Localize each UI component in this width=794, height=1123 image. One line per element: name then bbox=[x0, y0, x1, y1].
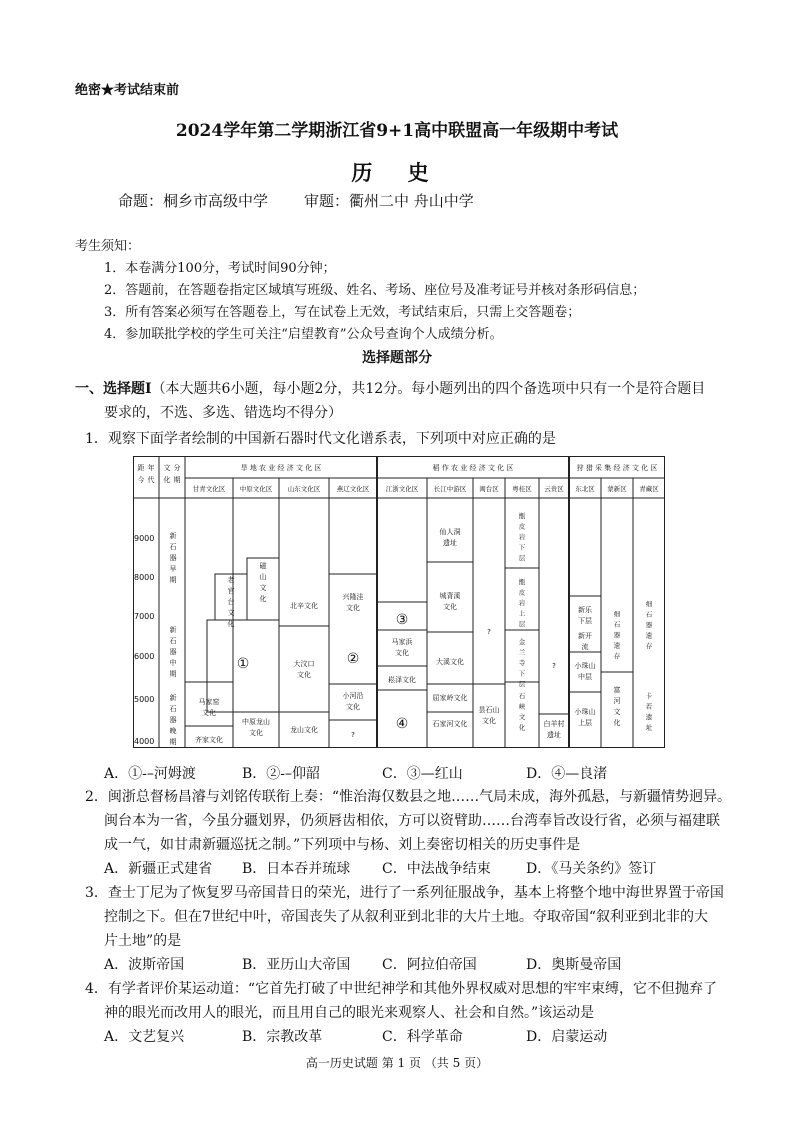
option-d[interactable]: D．④—良渚 bbox=[526, 766, 608, 782]
notice-item: 2．答题前，在答题卷指定区域填写班级、姓名、考场、座位号及准考证号并核对条形码信息； bbox=[104, 283, 646, 298]
year-tick: 9000 bbox=[134, 534, 155, 543]
culture-label: 白羊村遗址 bbox=[543, 720, 565, 739]
chart-label: 石家河文化 bbox=[432, 720, 468, 728]
chart-label: 屈家岭文化 bbox=[432, 694, 468, 702]
option-d[interactable]: D．启蒙运动 bbox=[526, 1029, 608, 1045]
question-4-stem: 神的眼光而改用人的眼光，而且用自己的眼光来观察人、社会和自然。”该运动是 bbox=[104, 1005, 595, 1021]
header-period: 分期 bbox=[173, 464, 181, 484]
culture-label: 细石器遗存 bbox=[613, 610, 621, 660]
region-header: 山东文化区 bbox=[287, 485, 321, 493]
chart-label: 大溪文化 bbox=[436, 658, 464, 666]
zone-header-hunting: 狩 猎 采 集 经 济 文 化 区 bbox=[576, 464, 658, 472]
option-a[interactable]: A．文艺复兴 bbox=[104, 1029, 185, 1045]
option-b[interactable]: B．②-–仰韶 bbox=[242, 766, 321, 782]
question-3-stem: 控制之下。但在7世纪中叶，帝国丧失了从叙利亚到北非的大片土地。夺取帝国“叙利亚到北非的大 bbox=[104, 909, 709, 925]
question-2-stem: 2．闽浙总督杨昌濬与刘铭传联衔上奏：“惟治海仅数县之地……气局未成，海外孤悬，与新疆情势迥异。 bbox=[85, 789, 732, 805]
culture-label: 老官台文化 bbox=[227, 576, 235, 628]
option-c[interactable]: C．科学革命 bbox=[382, 1029, 463, 1045]
culture-marker-1: ① bbox=[236, 656, 250, 672]
part-title: 选择题部分 bbox=[362, 350, 432, 366]
culture-label: 马家窑文化 bbox=[198, 698, 220, 717]
period-early: 新石器早期 bbox=[169, 532, 177, 584]
section-desc-2: 要求的，不选、多选、错选均不得分） bbox=[104, 405, 342, 421]
subject-title: 历 史 bbox=[351, 160, 443, 185]
option-c[interactable]: C．阿拉伯帝国 bbox=[382, 957, 477, 973]
option-b[interactable]: B．日本吞并琉球 bbox=[242, 861, 351, 877]
option-a[interactable]: A．①-–河姆渡 bbox=[104, 766, 196, 782]
period-late: 新石器晚期 bbox=[169, 694, 177, 746]
header-distance: 距今 bbox=[137, 464, 145, 484]
region-header: 长江中游区 bbox=[433, 485, 467, 493]
option-b[interactable]: B．宗教改革 bbox=[242, 1029, 323, 1045]
question-1-options bbox=[104, 763, 607, 783]
question-2-options bbox=[104, 858, 656, 878]
region-header: 甘青文化区 bbox=[192, 485, 226, 493]
year-tick: 7000 bbox=[134, 612, 155, 621]
culture-label: 石峡文化 bbox=[518, 692, 526, 732]
culture-label: 细石器遗存 bbox=[645, 600, 653, 650]
region-header: 粤桂区 bbox=[512, 485, 532, 493]
question-4-stem: 4．有学者评价某运动道：“它首先打破了中世纪神学和其他外界权威对思想的牢牢束缚，它不但抛弃了 bbox=[85, 981, 718, 997]
question-3-stem: 3．查士丁尼为了恢复罗马帝国昔日的荣光，进行了一系列征服战争，基本上将整个地中海世界置于帝国 bbox=[85, 885, 724, 901]
section-desc: （本大题共6小题，每小题2分，共12分。每小题列出的四个备选项中只有一个是符合题目 bbox=[151, 381, 706, 397]
question-3-options bbox=[104, 954, 621, 974]
culture-label: 小珠山中层 bbox=[574, 662, 596, 681]
option-a[interactable]: A．波斯帝国 bbox=[104, 957, 185, 973]
culture-label: 富河文化 bbox=[613, 686, 621, 727]
culture-label: 大汶口文化 bbox=[293, 660, 315, 679]
region-header: 燕辽文化区 bbox=[336, 485, 370, 493]
section-header bbox=[75, 378, 705, 398]
question-2-stem: 成一气，如甘肃新疆巡抚之制。”下列项中与杨、刘上奏密切相关的历史事件是 bbox=[104, 837, 581, 853]
culture-label: 新乐下层 bbox=[578, 606, 592, 625]
culture-label: 金兰寺下层 bbox=[518, 638, 526, 688]
region-header: 江浙文化区 bbox=[385, 485, 419, 493]
notice-item: 4．参加联批学校的学生可关注“启望教育”公众号查询个人成绩分析。 bbox=[104, 327, 503, 342]
header-period: 文化 bbox=[163, 464, 171, 484]
year-tick: 4000 bbox=[134, 737, 155, 746]
culture-label: 新开流 bbox=[578, 632, 592, 651]
chart-label: ? bbox=[487, 628, 491, 636]
culture-chart bbox=[133, 456, 665, 748]
culture-label: 城背溪文化 bbox=[439, 592, 461, 611]
zone-header-rice: 稻 作 农 业 经 济 文 化 区 bbox=[432, 464, 514, 472]
question-3-stem: 片土地”的是 bbox=[104, 933, 182, 949]
region-header: 闽台区 bbox=[479, 485, 499, 493]
culture-label: 兴隆洼文化 bbox=[342, 593, 364, 612]
culture-marker-3: ③ bbox=[395, 612, 409, 628]
culture-marker-4: ④ bbox=[395, 716, 409, 732]
chart-label: 北辛文化 bbox=[290, 602, 318, 610]
year-tick: 5000 bbox=[134, 695, 155, 704]
region-header: 东北区 bbox=[575, 485, 595, 493]
region-header: 青藏区 bbox=[639, 485, 659, 493]
chart-label: ? bbox=[351, 731, 355, 739]
authors-line bbox=[118, 190, 510, 211]
notice-item: 3．所有答案必须写在答题卷上，写在试卷上无效，考试结束后，只需上交答题卷； bbox=[104, 305, 581, 320]
culture-label: 马家浜文化 bbox=[391, 638, 413, 657]
option-c[interactable]: C．③—红山 bbox=[382, 766, 463, 782]
chart-label: 龙山文化 bbox=[290, 726, 318, 734]
chart-label: 齐家文化 bbox=[195, 736, 223, 744]
question-2-stem: 闽台本为一省，今虽分疆划界，仍须唇齿相依，方可以资臂助……台湾奉旨改设行省，必须与福建联 bbox=[104, 813, 720, 829]
culture-label: 昙石山文化 bbox=[478, 706, 500, 725]
chart-label: ? bbox=[552, 662, 556, 670]
culture-label: 卡若遗址 bbox=[645, 692, 653, 732]
region-header: 云贵区 bbox=[544, 485, 564, 493]
region-header: 蒙新区 bbox=[607, 485, 627, 493]
question-1-stem: 1．观察下面学者绘制的中国新石器时代文化谱系表，下列项中对应正确的是 bbox=[85, 431, 556, 447]
culture-label: 磁山文化 bbox=[259, 562, 267, 603]
notice-heading: 考生须知： bbox=[75, 239, 141, 254]
option-d[interactable]: D．《马关条约》签订 bbox=[526, 861, 657, 877]
exam-title: 2024学年第二学期浙江省9+1高中联盟高一年级期中考试 bbox=[175, 121, 619, 141]
notice-item: 1．本卷满分100分，考试时间90分钟； bbox=[104, 261, 336, 276]
culture-label: 小珠山上层 bbox=[574, 708, 596, 727]
page-footer: 高一历史试题 第 1 页 （共 5 页） bbox=[305, 1056, 489, 1070]
culture-label: 仙人洞遗址 bbox=[439, 528, 461, 547]
culture-label: 小河沿文化 bbox=[342, 692, 364, 711]
question-4-options bbox=[104, 1026, 607, 1046]
period-middle: 新石器中期 bbox=[169, 626, 177, 678]
option-a[interactable]: A．新疆正式建省 bbox=[104, 861, 213, 877]
option-d[interactable]: D．奥斯曼帝国 bbox=[526, 957, 622, 973]
culture-marker-2: ② bbox=[346, 651, 360, 667]
reviewer: 审题：衢州二中 舟山中学 bbox=[304, 192, 474, 210]
culture-label: 甑皮岩上层 bbox=[518, 578, 526, 628]
author: 命题：桐乡市高级中学 bbox=[118, 192, 269, 210]
culture-label: 中原龙山文化 bbox=[242, 718, 270, 737]
culture-label: 甑皮岩下层 bbox=[518, 512, 526, 562]
option-b[interactable]: B．亚历山大帝国 bbox=[242, 957, 351, 973]
year-tick: 8000 bbox=[134, 573, 155, 582]
option-c[interactable]: C．中法战争结束 bbox=[382, 861, 491, 877]
header-distance: 年代 bbox=[147, 464, 155, 484]
chart-label: 崧泽文化 bbox=[388, 676, 416, 684]
zone-header-dryland: 旱 地 农 业 经 济 文 化 区 bbox=[240, 464, 322, 472]
year-tick: 6000 bbox=[134, 652, 155, 661]
region-header: 中原文化区 bbox=[239, 485, 273, 493]
section-label: 一、选择题Ⅰ bbox=[75, 381, 152, 397]
confidential-label: 绝密★考试结束前 bbox=[75, 83, 180, 98]
